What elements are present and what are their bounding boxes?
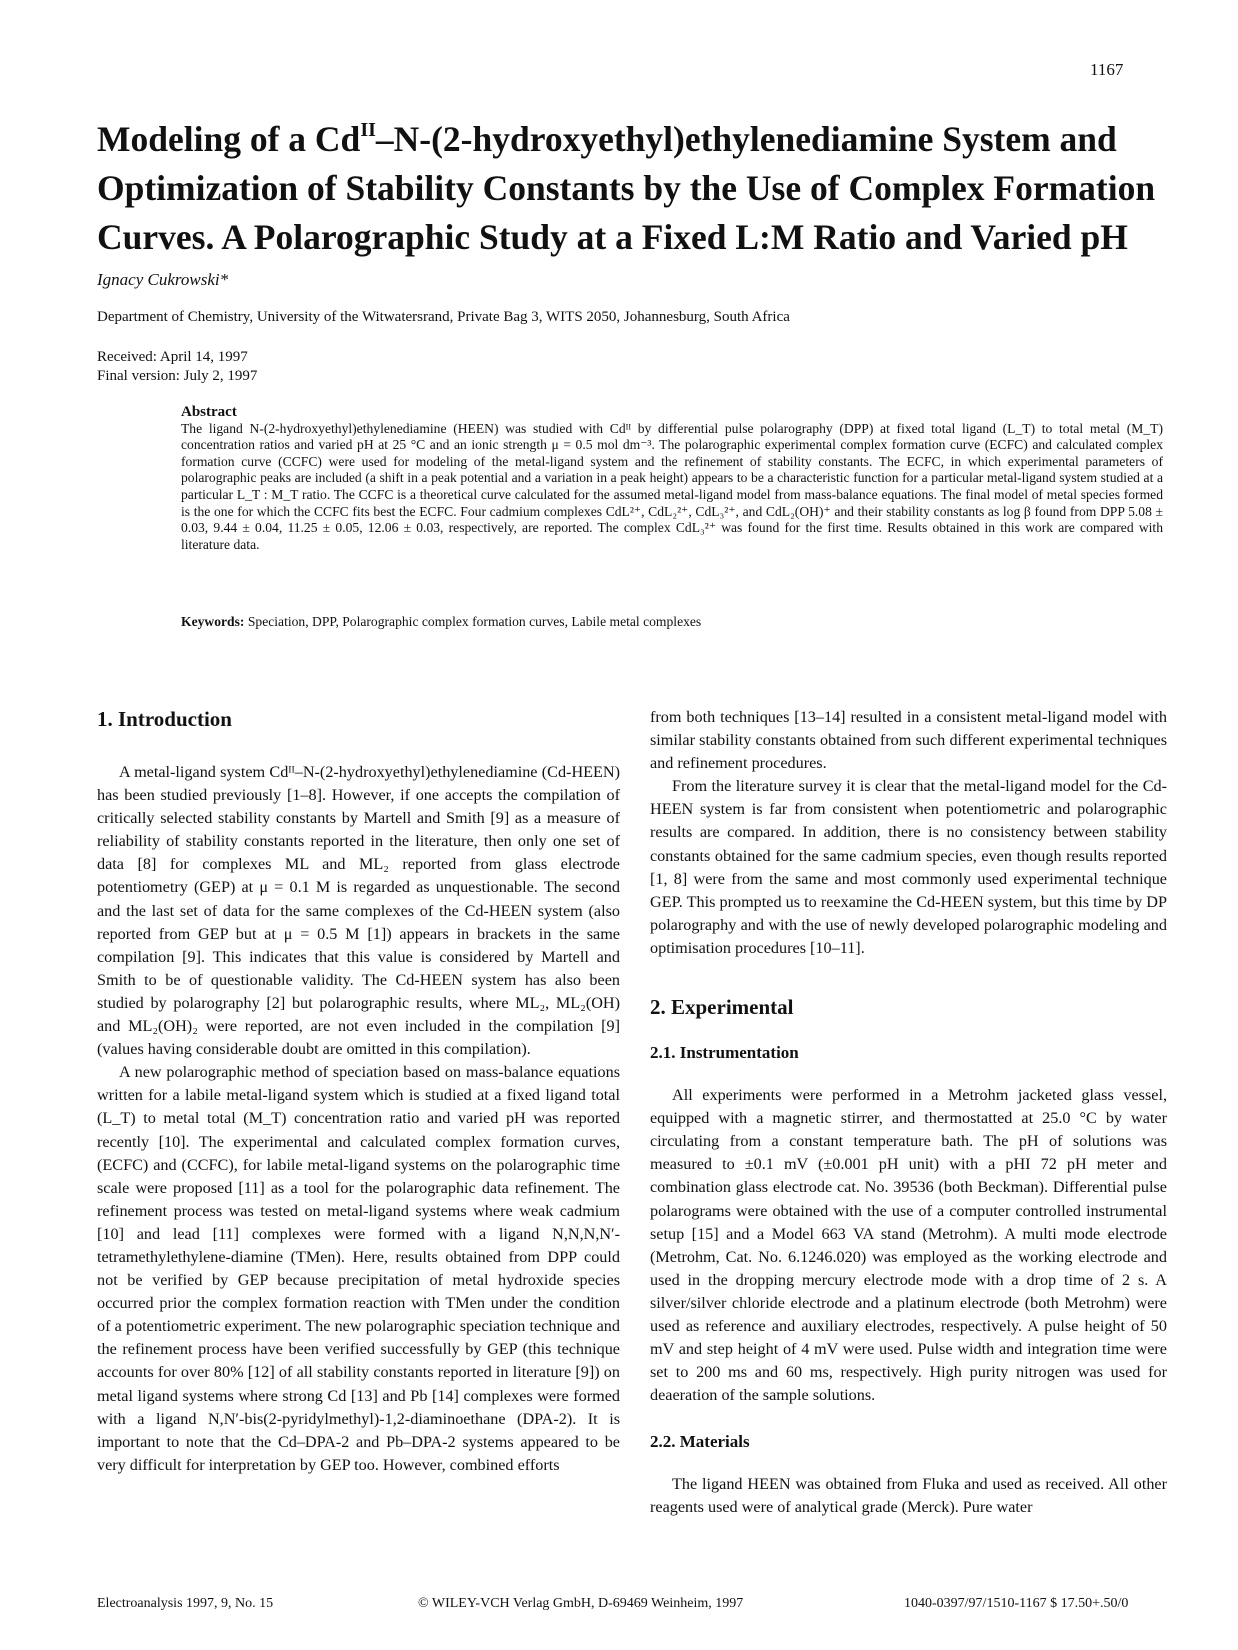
section-heading-experimental: 2. Experimental <box>650 995 794 1020</box>
subsection-heading-materials: 2.2. Materials <box>650 1432 750 1452</box>
instrumentation-paragraph: All experiments were performed in a Metrohm jacketed glass vessel, equipped with a magnetic stirrer, and thermostatted at 25.0 °C by water circulating from a constant temperature bath. The pH of solutions was measured to ±0.1 mV (±0.001 pH unit) with a pHI 72 pH meter and combination glass electrode cat. No. 39536 (both Beckman). Differential pulse polarograms were obtained with the use of a computer controlled instrumental setup [15] and a Model 663 VA stand (Metrohm). A multi mode electrode (Metrohm, Cat. No. 6.1246.020) was employed as the working electrode and used in the dropping mercury electrode mode with a drop time of 2 s. A silver/silver chloride electrode and a platinum electrode (both Metrohm) were used as reference and auxiliary electrodes, respectively. A pulse height of 50 mV and step height of 4 mV were used. Pulse width and integration time were set to 200 ms and 60 ms, respectively. High purity nitrogen was used for deaeration of the sample solutions. <box>650 1086 1167 1405</box>
paper-title <box>97 108 1177 262</box>
right-column <box>650 706 1167 1520</box>
keywords <box>181 614 701 630</box>
title-part1: Modeling of a Cd <box>97 118 361 159</box>
section-heading-introduction: 1. Introduction <box>97 707 232 731</box>
footer-copyright: © WILEY-VCH Verlag GmbH, D-69469 Weinheim, 1997 <box>418 1596 744 1611</box>
author: Ignacy Cukrowski* <box>97 270 229 289</box>
footer-code: 1040-0397/97/1510-1167 $ 17.50+.50/0 <box>904 1596 1129 1611</box>
received-date: Received: April 14, 1997 <box>97 349 248 365</box>
page-number: 1167 <box>1090 60 1124 79</box>
abstract-text: The ligand N-(2-hydroxyethyl)ethylenediamine (HEEN) was studied with Cdᴵᴵ by differential pulse polarography (DPP) at fixed total ligand (L_T) to total metal (M_T) concentration ratios and varied pH at 25 °C and an ionic strength μ = 0.5 mol dm⁻³. The polarographic experimental complex formation curve (ECFC) and calculated complex formation curve (CCFC) were used for modeling of the metal-ligand system and the refinement of stability constants. The ECFC, in which experimental parameters of polarographic peaks are included (a shift in a peak potential and a variation in a peak height) appears to be a characteristic function for a particular metal-ligand system studied at a particular L_T : M_T ratio. The CCFC is a theoretical curve calculated for the assumed metal-ligand model from mass-balance equations. The final model of metal species formed is the one for which the CCFC fits best the ECFC. Four cadmium complexes CdL²⁺, CdL₂²⁺, CdL₃²⁺, and CdL₂(OH)⁺ and their stability constants as log β found from DPP 5.08 ± 0.03, 9.44 ± 0.04, 11.25 ± 0.05, 12.06 ± 0.03, respectively, are reported. The complex CdL₃²⁺ was found for the first time. Results obtained in this work are compared with literature data. <box>181 420 1163 552</box>
materials-paragraph: The ligand HEEN was obtained from Fluka and used as received. All other reagents used were of analytical grade (Merck). Pure water <box>650 1475 1167 1517</box>
keywords-label: Keywords: <box>181 614 245 629</box>
dates <box>97 348 257 386</box>
keywords-text: Speciation, DPP, Polarographic complex formation curves, Labile metal complexes <box>244 614 702 629</box>
subsection-heading-instrumentation: 2.1. Instrumentation <box>650 1043 799 1063</box>
footer-journal: Electroanalysis 1997, 9, No. 15 <box>97 1596 274 1611</box>
abstract <box>181 404 1163 553</box>
abstract-heading: Abstract <box>181 404 237 420</box>
intro-paragraph-1: A metal-ligand system Cdᴵᴵ–N-(2-hydroxyethyl)ethylenediamine (Cd-HEEN) has been studied previously [1–8]. However, if one accepts the compilation of critically selected stability constants by Martell and Smith [9] as a measure of reliability of stability constants reported in the literature, then only one set of data [8] for complexes ML and ML₂ reported from glass electrode potentiometry (GEP) at μ = 0.1 M is regarded as unquestionable. The second and the last set of data for the same complexes of the Cd-HEEN system (also reported from GEP but at μ = 0.5 M [1]) appears in brackets in the same compilation [9]. This indicates that this value is considered by Martell and Smith to be of questionable validity. The Cd-HEEN system has also been studied by polarography [2] but polarographic results, where ML₂, ML₂(OH) and ML₂(OH)₂ were reported, are not even included in the compilation [9] (values having considerable doubt are omitted in this compilation). <box>97 763 620 1059</box>
title-superscript: II <box>360 119 376 141</box>
final-version-date: Final version: July 2, 1997 <box>97 368 258 384</box>
left-column <box>97 706 620 1477</box>
intro-paragraph-2: A new polarographic method of speciation based on mass-balance equations written for a labile metal-ligand system which is studied at a fixed ligand total (L_T) to metal total (M_T) concentration ratio and varied pH was reported recently [10]. The experimental and calculated complex formation curves, (ECFC) and (CCFC), for labile metal-ligand systems on the polarographic time scale were proposed [11] as a tool for the polarographic data refinement. The refinement process was tested on metal-ligand systems where weak cadmium [10] and lead [11] complexes were formed with a ligand N,N,N,N′-tetramethylethylene-diamine (TMen). Here, results obtained from DPP could not be verified by GEP because precipitation of metal hydroxide species occurred prior the complex formation reaction with TMen under the condition of a potentiometric experiment. The new polarographic speciation technique and the refinement process have been verified successfully by GEP (this technique accounts for over 80% [12] of all stability constants reported in literature [9]) on metal ligand systems where strong Cd [13] and Pb [14] complexes were formed with a ligand N,N′-bis(2-pyridylmethyl)-1,2-diaminoethane (DPA-2). It is important to note that the Cd–DPA-2 and Pb–DPA-2 systems appeared to be very difficult for interpretation by GEP too. However, combined efforts <box>97 1063 620 1474</box>
right-paragraph-2: From the literature survey it is clear that the metal-ligand model for the Cd-HEEN system is far from consistent when potentiometric and polarographic results are compared. In addition, there is no consistency between stability constants obtained for the same cadmium species, even though results reported [1, 8] were from the same and most commonly used experimental technique GEP. This prompted us to reexamine the Cd-HEEN system, but this time by DP polarography and with the use of newly developed polarographic modeling and optimisation procedures [10–11]. <box>650 777 1167 957</box>
affiliation: Department of Chemistry, University of the Witwatersrand, Private Bag 3, WITS 2050, Johannesburg, South Africa <box>97 309 790 325</box>
title-part2: –N-(2-hydroxyethyl)ethylenediamine System and Optimization of Stability Constants by the Use of Complex Formation Curves. A Polarographic Study at a Fixed L:M Ratio and Varied pH <box>97 118 1156 257</box>
right-paragraph-1: from both techniques [13–14] resulted in a consistent metal-ligand model with similar stability constants obtained from such different experimental techniques and refinement procedures. <box>650 708 1167 773</box>
